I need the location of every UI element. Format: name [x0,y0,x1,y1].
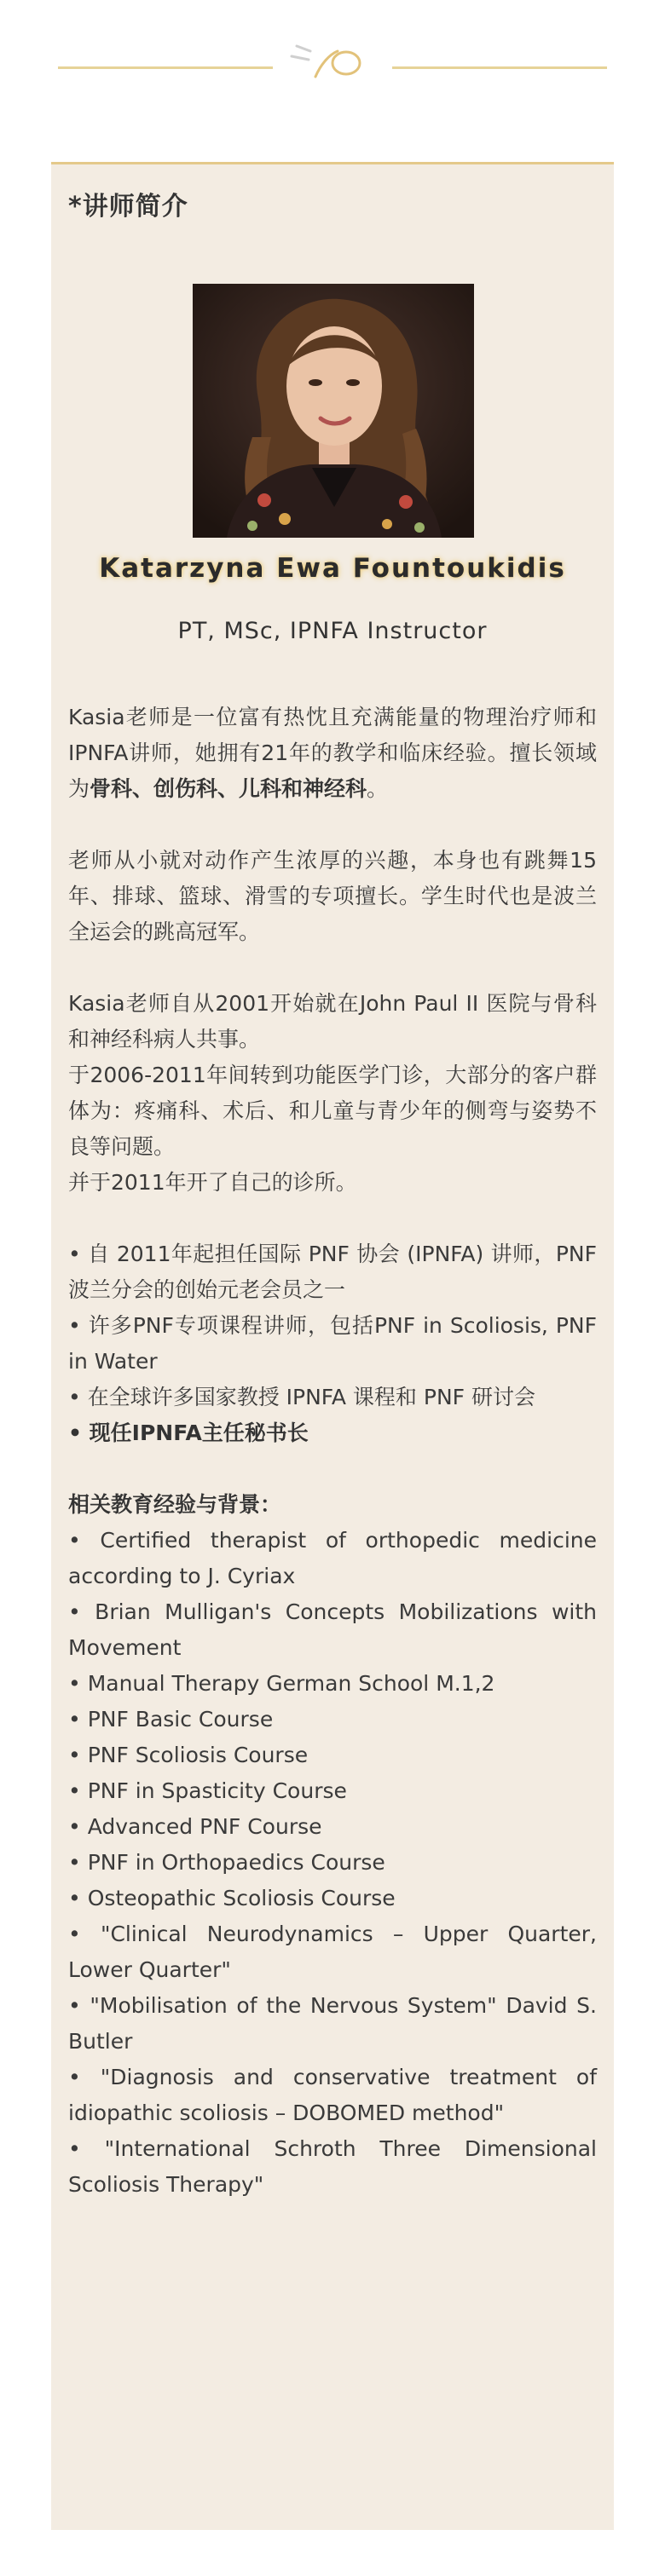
bio-p1-end: 。 [367,776,389,801]
education-item: • PNF in Spasticity Course [68,1778,347,1803]
instructor-credentials: PT, MSc, IPNFA Instructor [177,618,488,644]
education-item: • PNF Scoliosis Course [68,1743,309,1767]
education-item: • Manual Therapy German School M.1,2 [68,1671,495,1696]
education-heading: 相关教育经验与背景： [68,1492,282,1517]
role-highlight-text: • 现任IPNFA主任秘书长 [68,1421,309,1445]
instructor-card [51,162,614,2530]
role-item: • 许多PNF专项课程讲师，包括PNF in Scoliosis, PNF in Water [68,1313,597,1374]
education-item: • Osteopathic Scoliosis Course [68,1886,396,1910]
section-title: *讲师简介 [68,192,188,222]
education-item: • PNF Basic Course [68,1707,274,1732]
education-item: • Advanced PNF Course [68,1814,322,1839]
education-item: • Certified therapist of orthopedic medicine according to J. Cyriax [68,1528,597,1588]
bio-paragraph-3-line-3: 并于2011年开了自己的诊所。 [68,1170,357,1195]
top-divider [58,43,607,80]
bio-paragraph-3-line-1: Kasia老师自从2001开始就在John Paul II 医院与骨科和神经科病人共事。 [68,991,597,1052]
role-highlight [68,1415,597,1451]
role-item: • 在全球许多国家教授 IPNFA 课程和 PNF 研讨会 [68,1385,535,1409]
bio-paragraph-1 [68,700,597,807]
education-item: • "International Schroth Three Dimensional Scoliosis Therapy" [68,2136,597,2197]
bio-body [68,700,597,2203]
education-item: • PNF in Orthopaedics Course [68,1850,385,1875]
calligraphy-swirl-icon [290,43,375,80]
instructor-name: Katarzyna Ewa Fountoukidis [99,553,566,584]
divider-line-left [58,66,273,69]
education-item: • Brian Mulligan's Concepts Mobilizations with Movement [68,1599,597,1660]
divider-line-right [392,66,607,69]
role-item: • 自 2011年起担任国际 PNF 协会 (IPNFA) 讲师，PNF波兰分会的创始元老会员之一 [68,1242,597,1302]
bio-paragraph-2: 老师从小就对动作产生浓厚的兴趣，本身也有跳舞15年、排球、篮球、滑雪的专项擅长。学生时代也是波兰全运会的跳高冠军。 [68,848,597,944]
instructor-portrait [193,284,474,538]
education-item: • "Diagnosis and conservative treatment of idiopathic scoliosis – DOBOMED method" [68,2065,597,2125]
education-item: • "Clinical Neurodynamics – Upper Quarter, Lower Quarter" [68,1922,597,1982]
education-item: • "Mobilisation of the Nervous System" David S. Butler [68,1993,597,2054]
bio-paragraph-3-line-2: 于2006-2011年间转到功能医学门诊，大部分的客户群体为：疼痛科、术后、和儿童与青少年的侧弯与姿势不良等问题。 [68,1063,597,1159]
bio-p1-text: Kasia老师是一位富有热忱且充满能量的物理治疗师和IPNFA讲师，她拥有21年的教学和临床经验。擅长领域为 [68,705,597,801]
bio-p1-specialties: 骨科、创伤科、儿科和神经科 [90,776,367,801]
